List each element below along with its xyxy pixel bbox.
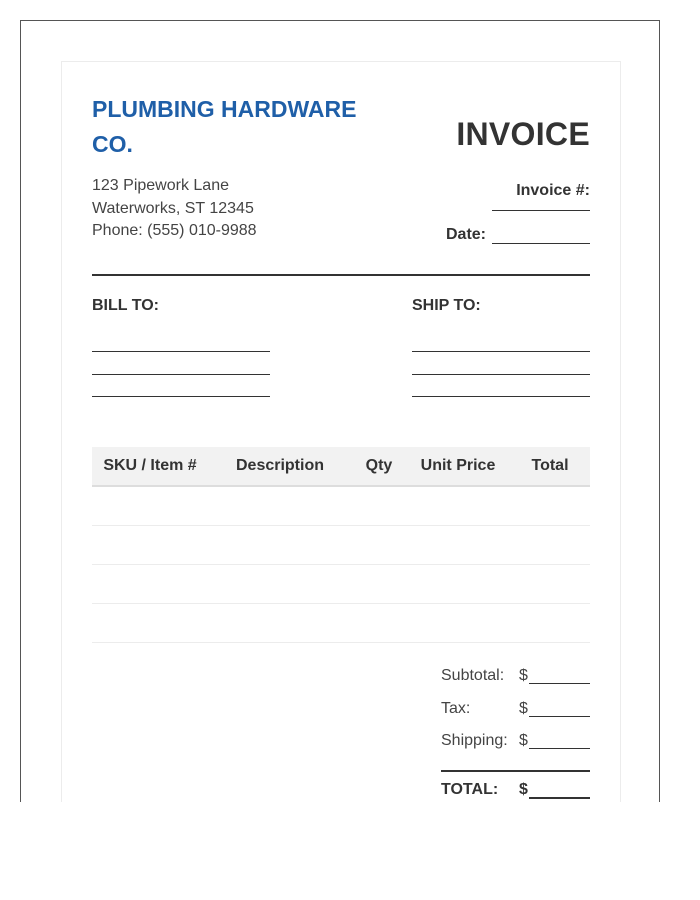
column-header-sku: SKU / Item # (92, 447, 208, 486)
ship-to-line[interactable] (412, 396, 590, 397)
tax-label: Tax: (441, 700, 471, 717)
company-address (92, 175, 257, 243)
ship-to-label: SHIP TO: (412, 297, 481, 314)
tax-field[interactable] (529, 716, 590, 717)
table-cell[interactable] (208, 565, 352, 604)
table-cell[interactable] (208, 604, 352, 643)
table-row (92, 526, 590, 565)
subtotal-row (441, 667, 590, 689)
table-cell[interactable] (510, 565, 590, 604)
currency-symbol: $ (519, 781, 528, 798)
table-cell[interactable] (92, 526, 208, 565)
column-header-description: Description (208, 447, 352, 486)
bill-to-line[interactable] (92, 396, 270, 397)
bill-to-label: BILL TO: (92, 297, 159, 314)
bill-to-line[interactable] (92, 374, 270, 375)
invoice-document (61, 61, 621, 802)
table-cell[interactable] (208, 526, 352, 565)
table-cell[interactable] (406, 526, 510, 565)
ship-to-line[interactable] (412, 374, 590, 375)
total-field[interactable] (529, 797, 590, 799)
invoice-date-label: Date: (445, 226, 486, 243)
line-items-table (92, 447, 590, 643)
table-cell[interactable] (406, 486, 510, 526)
total-row (441, 781, 590, 802)
column-header-unit-price: Unit Price (406, 447, 510, 486)
page-frame (20, 20, 660, 802)
address-line-2: Waterworks, ST 12345 (92, 199, 254, 217)
table-cell[interactable] (352, 486, 406, 526)
table-cell[interactable] (92, 604, 208, 643)
table-cell[interactable] (352, 526, 406, 565)
currency-symbol: $ (519, 667, 528, 684)
table-cell[interactable] (510, 486, 590, 526)
subtotal-field[interactable] (529, 683, 590, 684)
invoice-number-label: Invoice #: (516, 182, 590, 199)
shipping-field[interactable] (529, 748, 590, 749)
column-header-total: Total (510, 447, 590, 486)
bill-to-line[interactable] (92, 351, 270, 352)
table-cell[interactable] (510, 604, 590, 643)
table-cell[interactable] (352, 604, 406, 643)
table-header-row (92, 447, 590, 486)
table-cell[interactable] (208, 486, 352, 526)
invoice-date-row (446, 226, 590, 244)
currency-symbol: $ (519, 700, 528, 717)
company-phone: Phone: (555) 010-9988 (92, 222, 257, 239)
invoice-number-field[interactable] (492, 210, 590, 211)
column-header-qty: Qty (352, 447, 406, 486)
shipping-row (441, 732, 590, 754)
total-label: TOTAL: (441, 781, 499, 798)
totals-divider (441, 770, 590, 772)
table-cell[interactable] (510, 526, 590, 565)
header-divider (92, 274, 590, 276)
company-name: PLUMBING HARDWARE CO. (92, 96, 357, 157)
tax-row (441, 700, 590, 722)
table-cell[interactable] (406, 565, 510, 604)
invoice-date-field[interactable] (492, 229, 590, 244)
table-cell[interactable] (92, 565, 208, 604)
table-cell[interactable] (352, 565, 406, 604)
table-row (92, 565, 590, 604)
address-line-1: 123 Pipework Lane (92, 177, 229, 194)
invoice-title: INVOICE (456, 116, 590, 152)
table-row (92, 486, 590, 526)
table-cell[interactable] (406, 604, 510, 643)
table-cell[interactable] (92, 486, 208, 526)
shipping-label: Shipping: (441, 732, 508, 749)
currency-symbol: $ (519, 732, 528, 749)
ship-to-line[interactable] (412, 351, 590, 352)
subtotal-label: Subtotal: (441, 667, 505, 684)
table-row (92, 604, 590, 643)
